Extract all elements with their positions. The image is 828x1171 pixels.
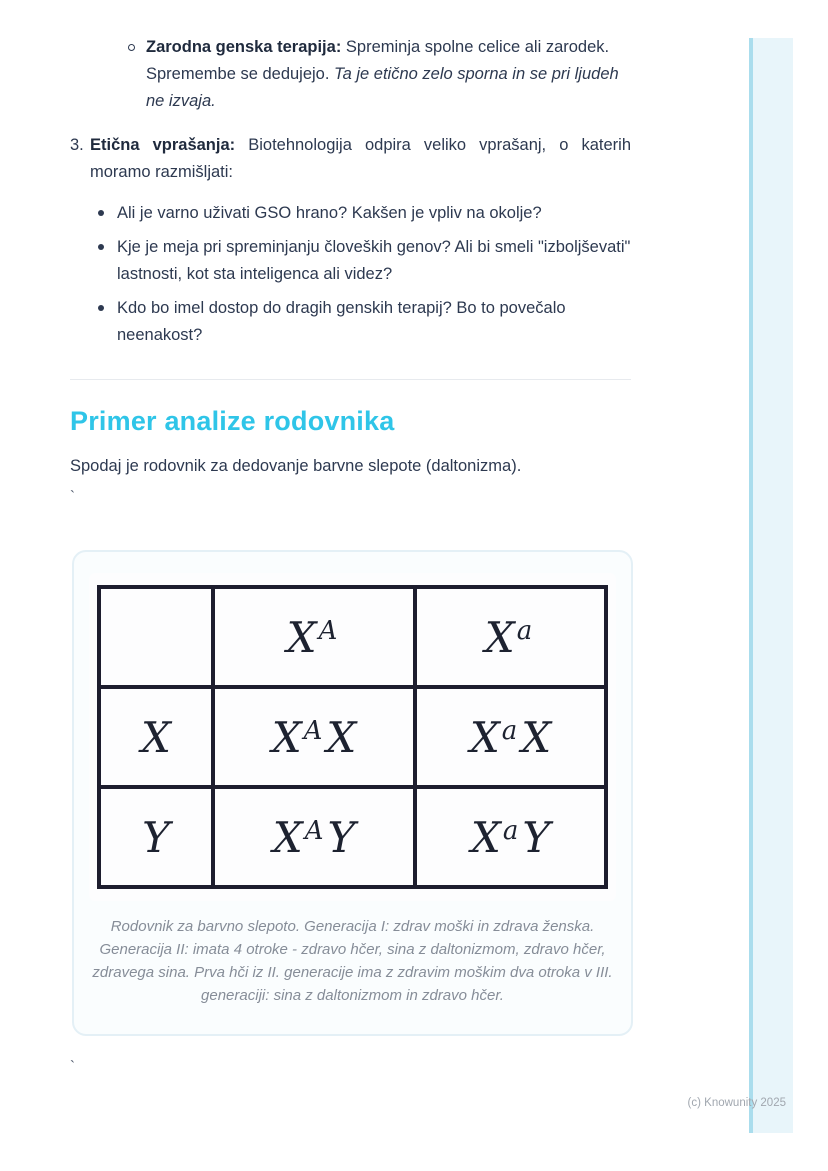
nested-bullet-normal-text: Spreminja spolne celice ali zarodek. Spremembe se dedujejo.	[146, 38, 610, 83]
table-row	[99, 687, 606, 787]
punnett-cell: $X^AX$	[213, 687, 415, 787]
intro-paragraph: Spodaj je rodovnik za dedovanje barvne slepote (daltonizma).	[70, 457, 522, 475]
stray-backtick: `	[70, 488, 75, 505]
punnett-cell: Y	[99, 787, 213, 887]
circle-outline-bullet-icon	[128, 44, 135, 51]
dot-bullet-icon	[98, 244, 104, 250]
punnett-cell: X	[99, 687, 213, 787]
nested-bullet-italic-text: Ta je etično zelo sporna in se pri ljudeh ne izvaja.	[146, 65, 619, 110]
punnett-cell	[99, 587, 213, 687]
punnett-cell: $X^aX$	[415, 687, 606, 787]
document-content	[70, 0, 631, 1078]
numbered-item-number: 3.	[70, 136, 84, 154]
right-scrollbar[interactable]	[749, 38, 793, 1133]
punnett-cell: $X^aY$	[415, 787, 606, 887]
section-heading: Primer analize rodovnika	[70, 406, 395, 436]
punnett-table	[97, 585, 608, 889]
numbered-item-text	[90, 132, 631, 186]
table-row	[99, 787, 606, 887]
punnett-cell: $X^AY$	[213, 787, 415, 887]
list-item-text: Kje je meja pri spreminjanju človeških genov? Ali bi smeli "izboljševati" lastnosti, kot sta inteligenca ali videz?	[117, 238, 631, 283]
nested-bullet-item	[128, 34, 631, 115]
punnett-square-image	[89, 573, 616, 901]
punnett-cell: $X^A$	[213, 587, 415, 687]
stray-backtick: `	[70, 1058, 75, 1075]
table-row	[99, 587, 606, 687]
nested-bullet-text	[146, 34, 631, 115]
figure-caption: Rodovnik za barvno slepoto. Generacija I: zdrav moški in zdrava ženska. Generacija II: imata 4 otroke - zdravo hčer, sina z daltonizmom, zdravo hčer, zdravega sina. Prva hči iz II. generacije ima z zdravim moškim dva otroka v III. generaciji: sina z daltonizmom in zdravo hčer.	[92, 918, 613, 1004]
dot-bullet-icon	[98, 210, 104, 216]
numbered-item-body: Biotehnologija odpira veliko vprašanj, o katerih moramo razmišljati:	[90, 136, 631, 181]
numbered-item-3	[70, 132, 631, 186]
footer-copyright: (c) Knowunity 2025	[687, 1097, 786, 1109]
dot-bullet-icon	[98, 305, 104, 311]
section-divider	[70, 379, 631, 380]
list-item-text: Kdo bo imel dostop do dragih genskih terapij? Bo to povečalo neenakost?	[117, 299, 566, 344]
list-item-text: Ali je varno uživati GSO hrano? Kakšen je vpliv na okolje?	[117, 204, 542, 222]
list-item	[98, 200, 631, 227]
figure-card	[72, 550, 633, 1036]
nested-bullet-bold-label: Zarodna genska terapija:	[146, 38, 342, 56]
list-item	[98, 234, 631, 288]
punnett-cell: $X^a$	[415, 587, 606, 687]
question-bullet-list	[70, 200, 631, 349]
list-item	[98, 295, 631, 349]
numbered-item-bold-label: Etična vprašanja:	[90, 136, 236, 154]
